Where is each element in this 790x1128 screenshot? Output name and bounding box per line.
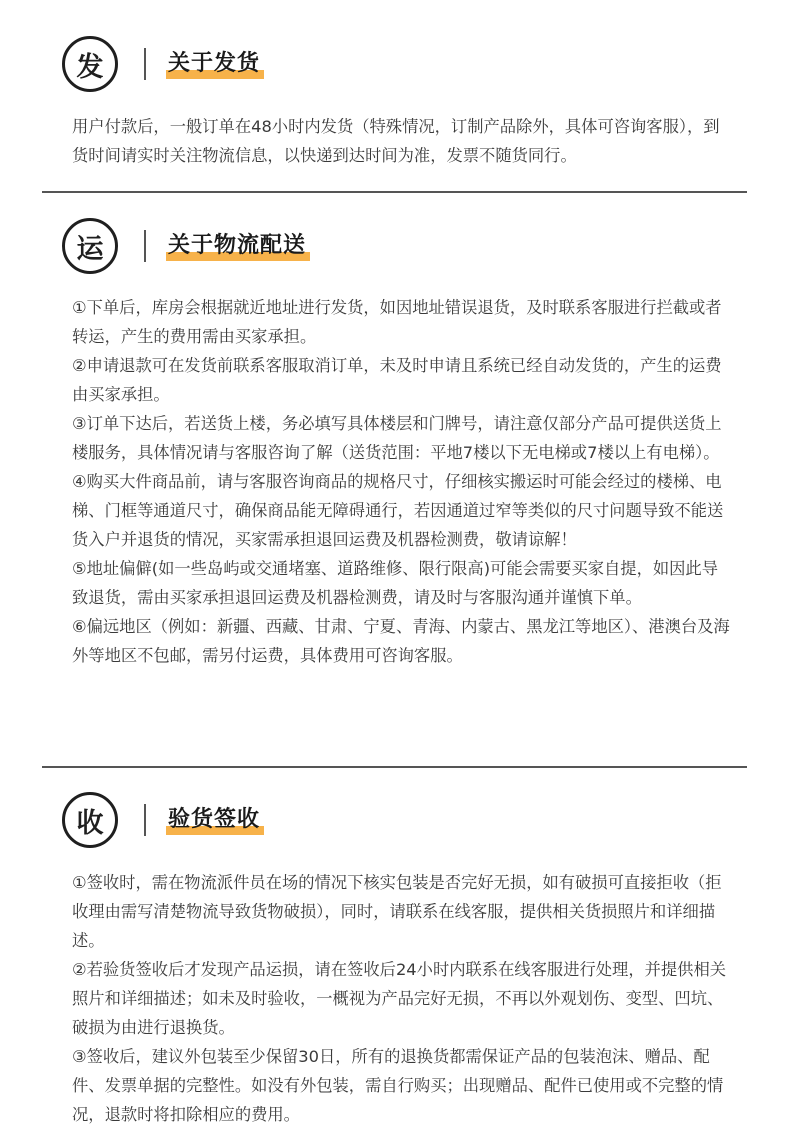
section-title: 验货签收 — [168, 807, 261, 832]
section-title-wrap — [168, 46, 260, 77]
header-divider — [144, 230, 146, 262]
section-title-wrap — [168, 802, 260, 833]
section-badge: 收 — [62, 792, 118, 848]
section-header — [62, 36, 722, 92]
paragraph: ④购买大件商品前，请与客服咨询商品的规格尺寸，仔细核实搬运时可能会经过的楼梯、电梯、门框等通道尺寸，确保商品能无障碍通行，若因通道过窄等类似的尺寸问题导致不能送货入户并退货的情况，买家需承担退回运费及机器检测费，敬请谅解！ — [72, 472, 724, 549]
section-body — [72, 112, 732, 170]
paragraph: ⑤地址偏僻(如一些岛屿或交通堵塞、道路维修、限行限高)可能会需要买家自提，如因此导致退货，需由买家承担退回运费及机器检测费，请及时与客服沟通并谨慎下单。 — [72, 559, 718, 607]
paragraph: ③订单下达后，若送货上楼，务必填写具体楼层和门牌号，请注意仅部分产品可提供送货上楼服务，具体情况请与客服咨询了解（送货范围：平地7楼以下无电梯或7楼以上有电梯）。 — [72, 414, 722, 462]
section-header — [62, 218, 722, 274]
paragraph: ③签收后，建议外包装至少保留30日，所有的退换货都需保证产品的包装泡沫、赠品、配件、发票单据的完整性。如没有外包装，需自行购买；出现赠品、配件已使用或不完整的情况，退款时将扣除相应的费用。 — [72, 1047, 724, 1124]
section-header — [62, 792, 722, 848]
section-badge: 发 — [62, 36, 118, 92]
section-body — [72, 293, 732, 670]
header-divider — [144, 804, 146, 836]
section-badge: 运 — [62, 218, 118, 274]
paragraph: ⑥偏远地区（例如：新疆、西藏、甘肃、宁夏、青海、内蒙古、黑龙江等地区）、港澳台及海外等地区不包邮，需另付运费，具体费用可咨询客服。 — [72, 617, 730, 665]
section-divider — [42, 766, 747, 768]
section-title-wrap — [168, 228, 306, 259]
section-body — [72, 868, 732, 1128]
paragraph: ①下单后，库房会根据就近地址进行发货，如因地址错误退货，及时联系客服进行拦截或者转运，产生的费用需由买家承担。 — [72, 298, 722, 346]
section-title: 关于发货 — [168, 51, 261, 76]
header-divider — [144, 48, 146, 80]
section-divider — [42, 191, 747, 193]
paragraph: ②申请退款可在发货前联系客服取消订单，未及时申请且系统已经自动发货的，产生的运费由买家承担。 — [72, 356, 722, 404]
section-title: 关于物流配送 — [168, 233, 307, 258]
paragraph: 用户付款后，一般订单在48小时内发货（特殊情况，订制产品除外，具体可咨询客服），到货时间请实时关注物流信息，以快递到达时间为准，发票不随货同行。 — [72, 117, 720, 165]
paragraph: ②若验货签收后才发现产品运损，请在签收后24小时内联系在线客服进行处理，并提供相关照片和详细描述；如未及时验收，一概视为产品完好无损，不再以外观划伤、变型、凹坑、破损为由进行退换货。 — [72, 960, 727, 1037]
paragraph: ①签收时，需在物流派件员在场的情况下核实包装是否完好无损，如有破损可直接拒收（拒收理由需写清楚物流导致货物破损），同时，请联系在线客服，提供相关货损照片和详细描述。 — [72, 873, 722, 950]
